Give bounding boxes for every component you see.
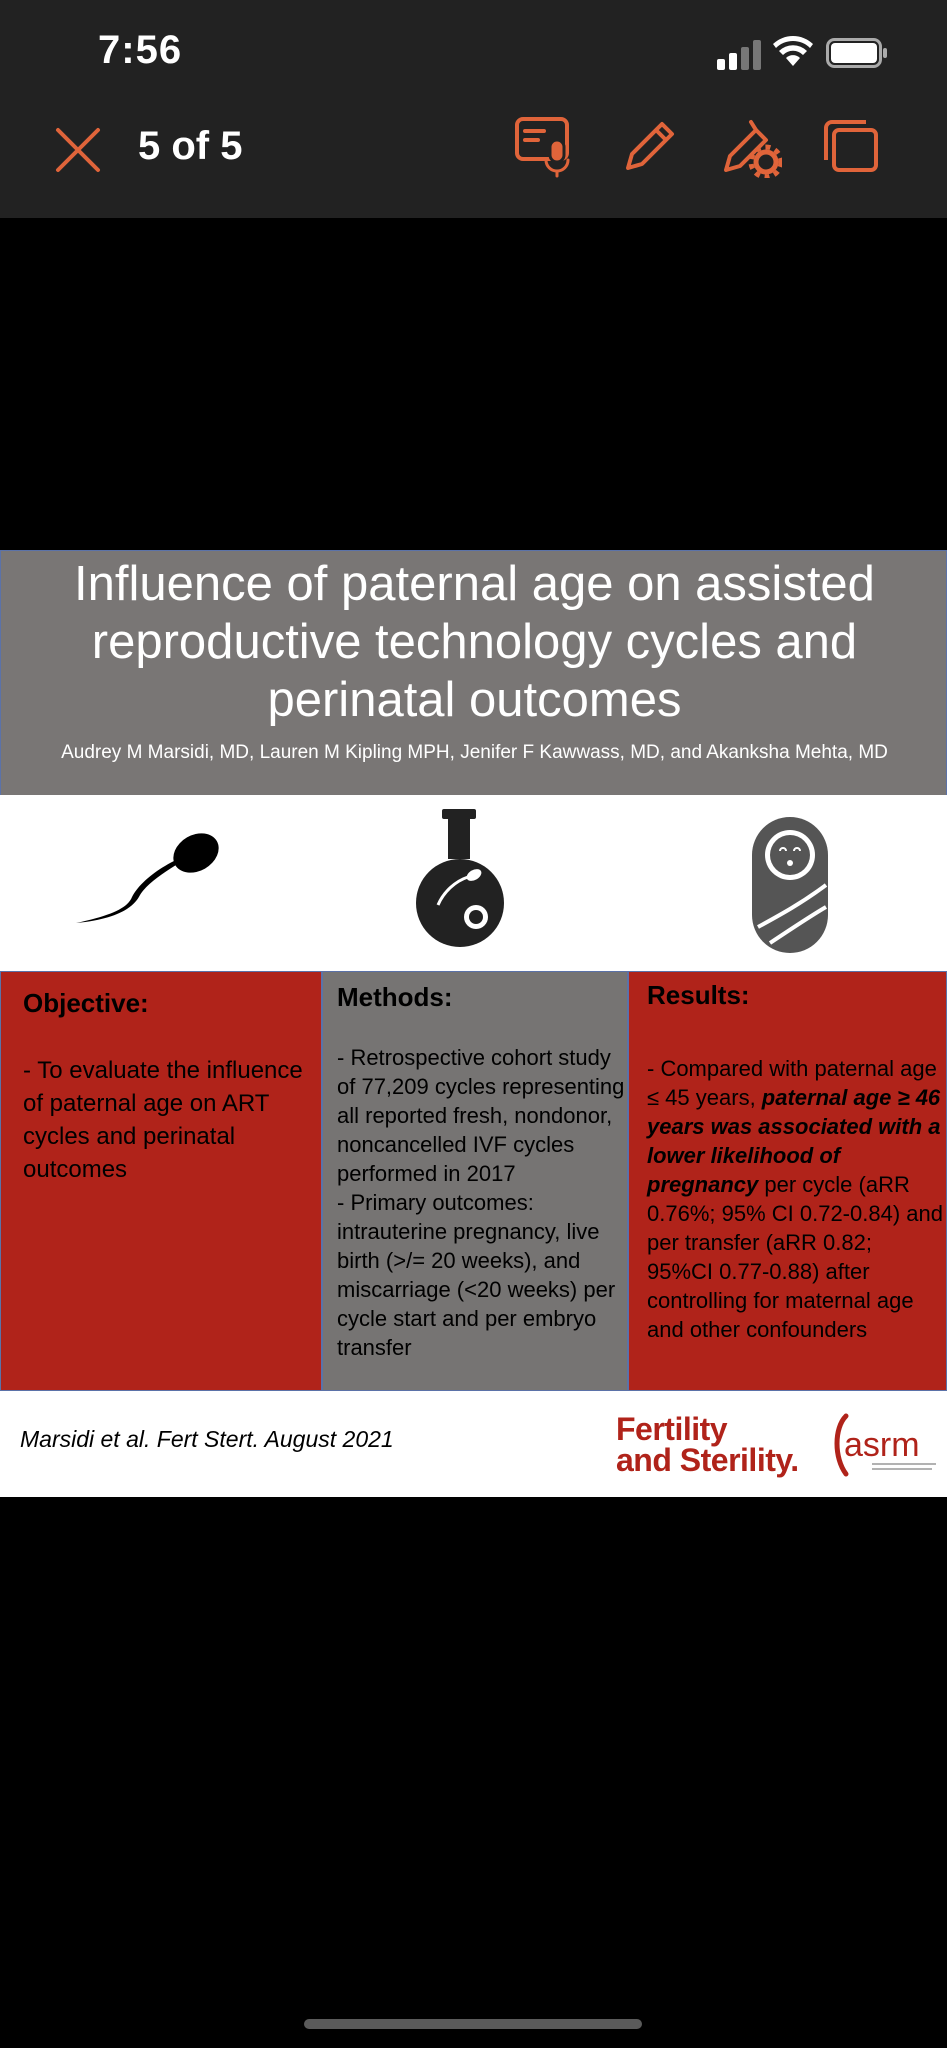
slide bbox=[0, 550, 947, 1497]
wifi-icon bbox=[772, 36, 814, 68]
slide-audio-icon[interactable] bbox=[514, 116, 576, 178]
journal-logo-line1: Fertility bbox=[616, 1411, 728, 1447]
baby-icon bbox=[750, 815, 830, 955]
citation: Marsidi et al. Fert Stert. August 2021 bbox=[20, 1426, 394, 1452]
methods-text-outcomes: - Primary outcomes: intrauterine pregnancy, live birth (>/= 20 weeks), and miscarriage (<20 weeks) per cycle start and per embryo transfer bbox=[337, 1190, 616, 1360]
status-time: 7:56 bbox=[98, 28, 183, 72]
results-text-emphasis: paternal age ≥ 46 years was associated with a lower likelihood of pregnancy bbox=[647, 1085, 941, 1197]
slide-counter: 5 of 5 bbox=[138, 124, 243, 168]
results-heading: Results: bbox=[647, 980, 750, 1010]
results-panel bbox=[628, 971, 947, 1391]
methods-heading: Methods: bbox=[337, 982, 453, 1012]
edit-settings-icon[interactable] bbox=[720, 116, 782, 178]
journal-logo bbox=[616, 1411, 799, 1478]
battery-icon bbox=[826, 38, 888, 68]
slide-title: Influence of paternal age on assisted reproductive technology cycles and perinatal outcomes bbox=[74, 557, 875, 727]
icons-row bbox=[0, 795, 947, 970]
objective-panel bbox=[0, 971, 322, 1391]
objective-heading: Objective: bbox=[23, 988, 149, 1018]
asrm-logo bbox=[832, 1410, 940, 1482]
results-text-detail: per cycle (aRR 0.76%; 95% CI 0.72-0.84) and per transfer (aRR 0.82; 95%CI 0.77-0.88) after controlling for maternal age and other confounders bbox=[647, 1172, 943, 1342]
slides-overview-icon[interactable] bbox=[822, 116, 880, 178]
results-text-intro: - Compared with paternal age ≤ 45 years, bbox=[647, 1056, 937, 1110]
journal-logo-line2: and Sterility. bbox=[616, 1442, 799, 1478]
methods-panel bbox=[322, 971, 628, 1391]
title-band bbox=[0, 550, 947, 796]
slide-footer bbox=[0, 1392, 947, 1497]
status-bar bbox=[0, 0, 947, 110]
home-indicator[interactable] bbox=[304, 2019, 642, 2029]
viewer-toolbar bbox=[0, 110, 947, 218]
slide-authors: Audrey M Marsidi, MD, Lauren M Kipling MPH, Jenifer F Kawwass, MD, and Akanksha Mehta, MD bbox=[61, 742, 888, 763]
objective-text: - To evaluate the influence of paternal age on ART cycles and perinatal outcomes bbox=[23, 1057, 303, 1183]
close-icon[interactable] bbox=[54, 126, 102, 174]
asrm-logo-text: asrm bbox=[844, 1426, 920, 1464]
sperm-icon bbox=[74, 823, 224, 925]
cellular-signal-icon bbox=[717, 40, 763, 70]
pencil-icon[interactable] bbox=[618, 116, 680, 178]
methods-text-design: - Retrospective cohort study of 77,209 cycles representing all reported fresh, nondonor, noncancelled IVF cycles performed in 2017 bbox=[337, 1045, 625, 1186]
flask-icon bbox=[414, 807, 506, 951]
results-text bbox=[647, 1054, 943, 1344]
